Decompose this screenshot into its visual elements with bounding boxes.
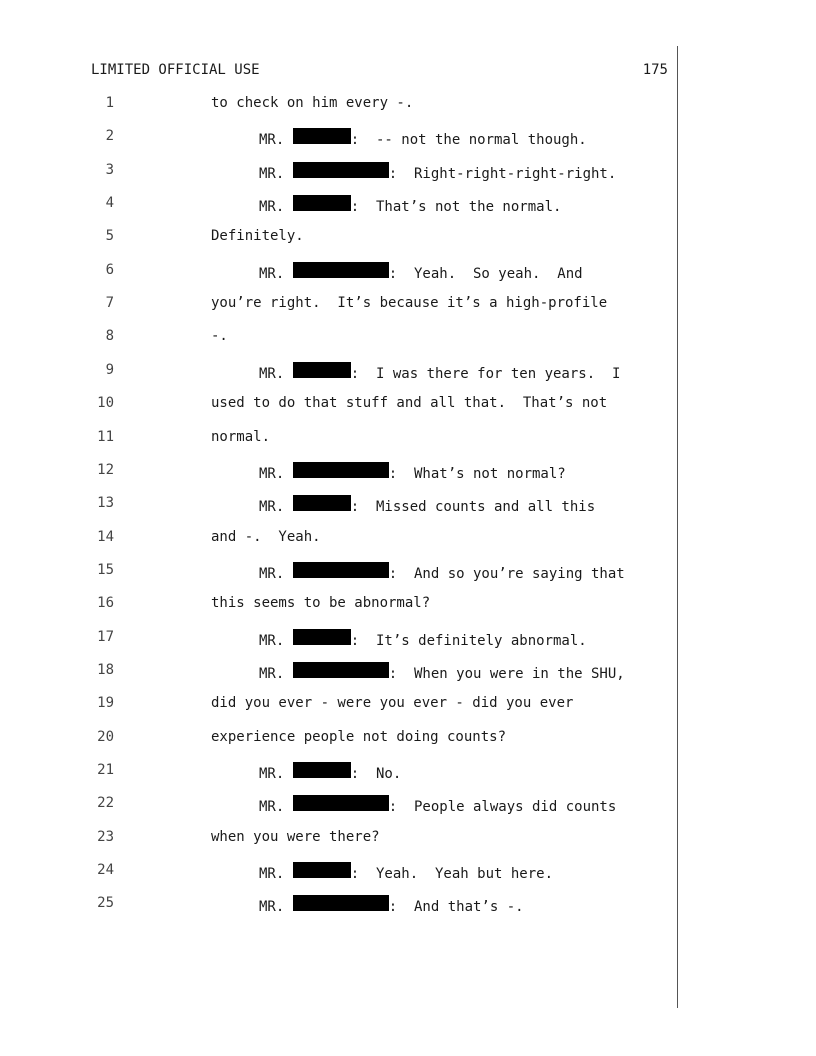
page-number: 175 bbox=[642, 62, 668, 78]
transcript-line bbox=[0, 895, 680, 915]
speaker-prefix: MR. bbox=[259, 265, 293, 282]
line-text bbox=[259, 128, 587, 148]
line-number: 20 bbox=[97, 728, 114, 745]
text-segment: used to do that stuff and all that. That’s not bbox=[211, 395, 608, 412]
speaker-prefix: MR. bbox=[259, 565, 293, 582]
line-number: 11 bbox=[97, 428, 114, 445]
redaction-box bbox=[293, 362, 351, 378]
line-number: 8 bbox=[105, 328, 114, 345]
speaker-prefix: MR. bbox=[259, 165, 293, 182]
line-number: 1 bbox=[105, 95, 114, 111]
speech-text: : Missed counts and all this bbox=[350, 499, 596, 516]
text-segment: -. bbox=[211, 328, 228, 345]
speaker-prefix: MR. bbox=[259, 799, 293, 816]
redaction-box bbox=[293, 162, 389, 178]
speaker-prefix: MR. bbox=[259, 199, 293, 216]
transcript-line bbox=[0, 829, 680, 849]
redaction-box bbox=[293, 895, 389, 911]
line-text bbox=[259, 795, 616, 815]
line-text bbox=[211, 429, 270, 445]
transcript-line bbox=[0, 862, 680, 882]
line-number: 15 bbox=[97, 561, 114, 578]
speech-text: : When you were in the SHU, bbox=[388, 665, 625, 682]
speech-text: : Yeah. So yeah. And bbox=[388, 265, 583, 282]
line-text bbox=[259, 495, 595, 515]
line-text bbox=[211, 695, 573, 711]
transcript-line bbox=[0, 362, 680, 382]
transcript-line bbox=[0, 128, 680, 148]
transcript-line bbox=[0, 195, 680, 215]
line-number: 14 bbox=[97, 528, 114, 545]
transcript-line bbox=[0, 729, 680, 749]
speech-text: : People always did counts bbox=[388, 799, 617, 816]
redaction-box bbox=[293, 795, 389, 811]
speaker-prefix: MR. bbox=[259, 665, 293, 682]
redaction-box bbox=[293, 495, 351, 511]
line-text bbox=[259, 362, 620, 382]
line-text bbox=[259, 862, 553, 882]
text-segment: to check on him every -. bbox=[211, 95, 414, 111]
text-segment: when you were there? bbox=[211, 828, 380, 845]
transcript-line bbox=[0, 295, 680, 315]
transcript-line bbox=[0, 162, 680, 182]
line-text bbox=[211, 729, 506, 745]
line-text bbox=[259, 462, 566, 482]
transcript-line bbox=[0, 529, 680, 549]
line-number: 19 bbox=[97, 695, 114, 712]
speaker-prefix: MR. bbox=[259, 899, 293, 916]
line-number: 22 bbox=[97, 795, 114, 812]
transcript-line bbox=[0, 262, 680, 282]
speech-text: : And so you’re saying that bbox=[388, 565, 625, 582]
line-number: 23 bbox=[97, 828, 114, 845]
redaction-box bbox=[293, 762, 351, 778]
line-text bbox=[211, 228, 304, 244]
line-number: 12 bbox=[97, 461, 114, 478]
text-segment: you’re right. It’s because it’s a high-profile bbox=[211, 295, 608, 312]
speech-text: : That’s not the normal. bbox=[350, 199, 562, 216]
line-text bbox=[211, 328, 228, 344]
text-segment: did you ever - were you ever - did you ever bbox=[211, 695, 574, 712]
line-text bbox=[211, 529, 321, 545]
line-number: 3 bbox=[105, 161, 114, 178]
transcript-line bbox=[0, 795, 680, 815]
transcript-line bbox=[0, 695, 680, 715]
line-number: 9 bbox=[105, 361, 114, 378]
speaker-prefix: MR. bbox=[259, 866, 293, 883]
redaction-box bbox=[293, 195, 351, 211]
speech-text: : It’s definitely abnormal. bbox=[350, 632, 587, 649]
transcript-line bbox=[0, 562, 680, 582]
line-text bbox=[259, 895, 524, 915]
speech-text: : No. bbox=[350, 766, 402, 782]
line-text bbox=[211, 295, 607, 311]
line-number: 5 bbox=[105, 228, 114, 245]
line-number: 13 bbox=[97, 495, 114, 512]
line-text bbox=[259, 562, 625, 582]
line-number: 10 bbox=[97, 395, 114, 412]
redaction-box bbox=[293, 462, 389, 478]
transcript-line bbox=[0, 429, 680, 449]
transcript-line bbox=[0, 95, 680, 115]
transcript-line bbox=[0, 595, 680, 615]
text-segment: and -. Yeah. bbox=[211, 528, 321, 545]
line-number: 21 bbox=[97, 762, 114, 778]
line-number: 25 bbox=[97, 895, 114, 912]
line-text bbox=[259, 662, 625, 682]
line-text bbox=[259, 195, 561, 215]
text-segment: experience people not doing counts? bbox=[211, 728, 507, 745]
classification-header: LIMITED OFFICIAL USE bbox=[91, 62, 260, 78]
transcript-line bbox=[0, 462, 680, 482]
speech-text: : Right-right-right-right. bbox=[388, 165, 617, 182]
redaction-box bbox=[293, 662, 389, 678]
speaker-prefix: MR. bbox=[259, 499, 293, 516]
speaker-prefix: MR. bbox=[259, 365, 293, 382]
line-number: 2 bbox=[105, 128, 114, 145]
line-number: 4 bbox=[105, 195, 114, 212]
redaction-box bbox=[293, 862, 351, 878]
text-segment: Definitely. bbox=[211, 228, 304, 245]
transcript-line bbox=[0, 328, 680, 348]
speaker-prefix: MR. bbox=[259, 632, 293, 649]
transcript-line bbox=[0, 662, 680, 682]
speech-text: : What’s not normal? bbox=[388, 465, 566, 482]
redaction-box bbox=[293, 562, 389, 578]
speaker-prefix: MR. bbox=[259, 132, 293, 149]
line-number: 6 bbox=[105, 261, 114, 278]
speech-text: : I was there for ten years. I bbox=[350, 365, 621, 382]
line-text bbox=[259, 629, 587, 649]
line-number: 17 bbox=[97, 628, 114, 645]
speech-text: : Yeah. Yeah but here. bbox=[350, 866, 554, 883]
speaker-prefix: MR. bbox=[259, 766, 293, 782]
line-text bbox=[211, 395, 607, 411]
line-text bbox=[211, 595, 430, 611]
speaker-prefix: MR. bbox=[259, 465, 293, 482]
redaction-box bbox=[293, 629, 351, 645]
redaction-box bbox=[293, 128, 351, 144]
transcript-line bbox=[0, 762, 680, 782]
text-segment: this seems to be abnormal? bbox=[211, 595, 431, 612]
line-text bbox=[259, 162, 616, 182]
transcript-line bbox=[0, 228, 680, 248]
line-number: 24 bbox=[97, 862, 114, 879]
transcript-line bbox=[0, 395, 680, 415]
line-number: 16 bbox=[97, 595, 114, 612]
redaction-box bbox=[293, 262, 389, 278]
transcript-line bbox=[0, 495, 680, 515]
line-text bbox=[259, 262, 583, 282]
speech-text: : -- not the normal though. bbox=[350, 132, 587, 149]
line-text bbox=[211, 829, 380, 845]
line-number: 18 bbox=[97, 661, 114, 678]
text-segment: normal. bbox=[211, 428, 271, 445]
line-text bbox=[259, 762, 401, 782]
line-text bbox=[211, 95, 413, 111]
transcript-line bbox=[0, 629, 680, 649]
line-number: 7 bbox=[105, 295, 114, 312]
speech-text: : And that’s -. bbox=[388, 899, 524, 916]
